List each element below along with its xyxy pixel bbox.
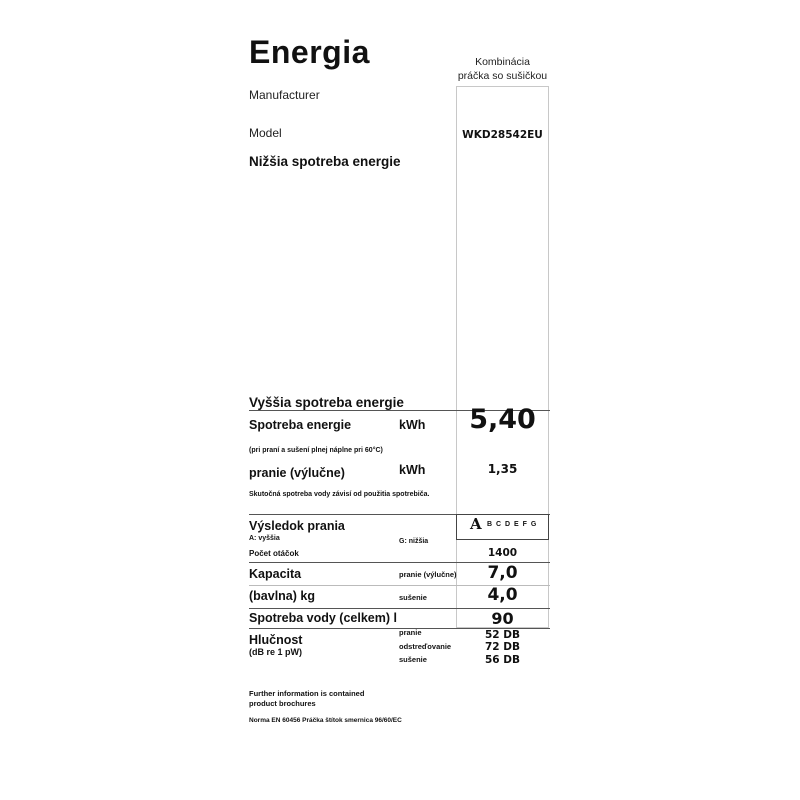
wash-only-value: 1,35	[487, 462, 518, 476]
water-value: 90	[491, 609, 514, 628]
page-title: Energia	[249, 34, 370, 70]
manufacturer-label: Manufacturer	[249, 88, 320, 102]
column-header-line1: Kombinácia	[475, 56, 530, 68]
capacity-wash-label: pranie (výlučne)	[399, 570, 457, 579]
energy-unit: kWh	[399, 418, 426, 432]
noise-wash-value: 52 DB	[485, 629, 520, 641]
wash-only-label: pranie (výlučne)	[249, 466, 345, 480]
spin-label: Počet otáčok	[249, 549, 299, 558]
higher-consumption-label: Vyššia spotreba energie	[249, 395, 404, 410]
model-label: Model	[249, 126, 282, 140]
model-value: WKD28542EU	[462, 129, 543, 141]
noise-unit-label: (dB re 1 pW)	[249, 647, 302, 657]
wash-result-rating: A	[470, 515, 482, 533]
noise-spin-label: odstreďovanie	[399, 642, 452, 651]
further-info-line1: Further information is contained	[249, 689, 365, 698]
wash-result-label: Výsledok prania	[249, 519, 345, 533]
capacity-unit-label: (bavlna) kg	[249, 589, 315, 603]
capacity-wash-value: 7,0	[487, 563, 518, 583]
noise-wash-label: pranie	[399, 628, 422, 637]
noise-dry-value: 56 DB	[485, 654, 520, 666]
energy-note: (pri praní a sušení plnej náplne pri 60°C)	[249, 447, 383, 454]
wash-result-scale: B C D E F G	[487, 521, 538, 528]
capacity-dry-label: sušenie	[399, 593, 427, 602]
noise-label: Hlučnost	[249, 633, 303, 647]
wash-result-worst: G: nižšia	[399, 538, 429, 545]
lower-consumption-label: Nižšia spotreba energie	[249, 154, 401, 169]
norm-text: Norma EN 60456 Práčka štítok smernica 96/60/EC	[249, 717, 402, 724]
noise-spin-value: 72 DB	[485, 641, 520, 653]
water-label: Spotreba vody (celkem) l	[249, 611, 397, 625]
energy-value: 5,40	[469, 404, 536, 435]
energy-label: Spotreba energie	[249, 418, 352, 432]
noise-dry-label: sušenie	[399, 655, 427, 664]
further-info-line2: product brochures	[249, 699, 316, 708]
capacity-dry-value: 4,0	[487, 585, 518, 605]
column-header-line2: práčka so sušičkou	[457, 70, 548, 82]
capacity-label: Kapacita	[249, 567, 302, 581]
actual-consumption-note: Skutočná spotreba vody závisí od použitia spotrebiča.	[249, 491, 430, 498]
spin-value: 1400	[487, 547, 518, 559]
wash-result-best: A: vyššia	[249, 535, 280, 542]
wash-only-unit: kWh	[399, 463, 426, 477]
